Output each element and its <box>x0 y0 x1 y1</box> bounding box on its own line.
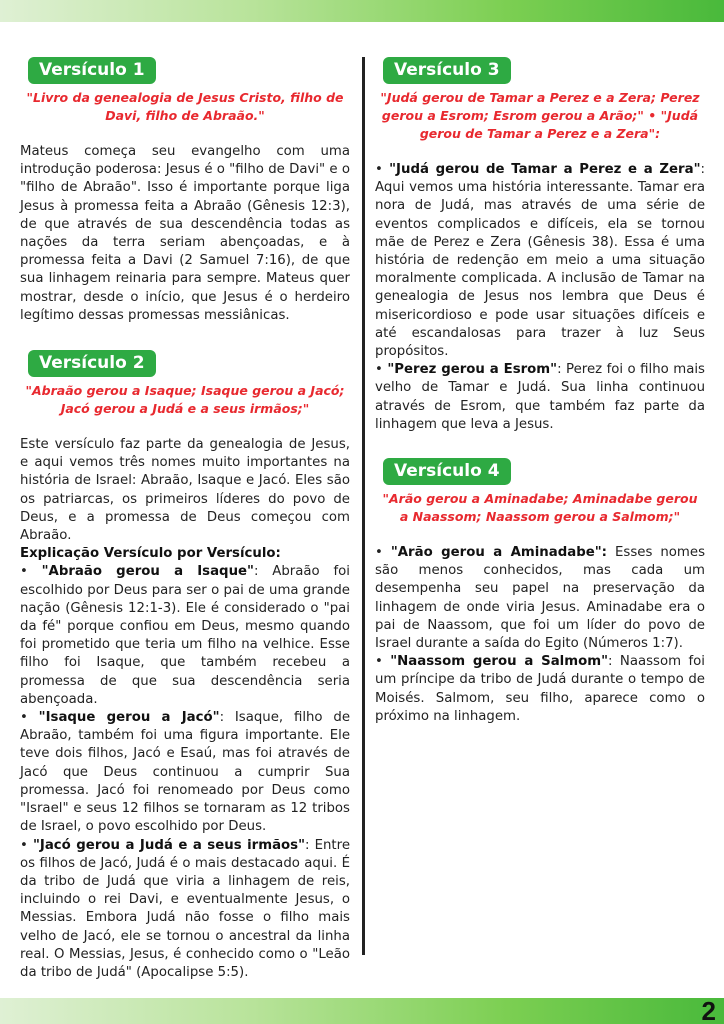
bullet: • <box>20 837 33 853</box>
bottom-gradient-band <box>0 998 724 1024</box>
right-column <box>375 57 705 726</box>
verse-badge: Versículo 2 <box>28 350 156 377</box>
section-versiculo-3 <box>375 57 705 434</box>
verse-quote: "Judá gerou de Tamar a Perez e a Zera; Perez gerou a Esrom; Esrom gerou a Arão;" • "Judá gerou de Tamar a Perez e a Zera": <box>380 90 700 141</box>
bullet: • <box>375 162 390 177</box>
verse-badge: Versículo 1 <box>28 57 156 84</box>
bullet: • <box>20 564 42 580</box>
item-text: : Abraão foi escolhido por Deus para ser o pai de uma grande nação (Gênesis 12:1-3). Ele é considerado o "pai da fé" porque confiou em Deus, mesmo quando foi prometido que teria um filho na velhice. Esse filho foi Isaque, que também recebeu a promessa de que sua descendência seria abençoada. <box>20 564 350 707</box>
bullet: • <box>375 545 391 561</box>
item-text: : Aqui vemos uma história interessante. Tamar era nora de Judá, mas através de uma série de eventos complicados e difíceis, ela se tornou mãe de Perez e Zera (Gênesis 38). Essa é uma história de redenção em meio a uma situação moralmente complicada. A inclusão de Tamar na genealogia de Jesus nos lembra que Deus é misericordioso e pode usar situações difíceis e até escandalosas para trazer à luz Seus propósitos. <box>375 162 705 360</box>
list-item <box>20 563 350 709</box>
item-text: : Isaque, filho de Abraão, também foi uma figura importante. Ele teve dois filhos, Jacó e Esaú, mas foi através de Jacó que Deus continuou a cumprir Sua promessa. Jacó foi renomeado por Deus como "Israel" e seus 12 filhos se tornaram as 12 tribos de Israel, o povo escolhido por Deus. <box>20 710 350 835</box>
page-number: 2 <box>701 996 716 1024</box>
top-gradient-band <box>0 0 724 22</box>
item-head: "Jacó gerou a Judá e a seus irmãos" <box>32 837 306 853</box>
verse-quote: "Arão gerou a Aminadabe; Aminadabe gerou a Naassom; Naassom gerou a Salmom;" <box>382 491 698 525</box>
verse-quote: "Livro da genealogia de Jesus Cristo, filho de Davi, filho de Abraão." <box>26 90 344 123</box>
list-item <box>20 709 350 836</box>
verse-quote: "Abraão gerou a Isaque; Isaque gerou a Jacó; Jacó gerou a Judá e a seus irmãos;" <box>25 383 345 417</box>
paragraph: Este versículo faz parte da genealogia de Jesus, e aqui vemos três nomes muito importantes na história de Israel: Abraão, Isaque e Jacó. Eles são os patriarcas, os primeiros líderes do povo de Deus, e a promessa de Deus começou com Abraão. <box>20 437 350 544</box>
explanation-text <box>20 143 350 325</box>
list-item <box>375 653 705 726</box>
bullet: • <box>375 654 391 670</box>
item-text: : Entre os filhos de Jacó, Judá é o mais destacado aqui. É da tribo de Judá que viria a linhagem de reis, incluindo o rei Davi, e eventualmente Jesus, o Messias. Embora Judá não fosse o filho mais velho de Jacó, ele se tornou o ancestral da linha real. O Messias, Jesus, é conhecido como o "Leão da tribo de Judá" (Apocalipse 5:5). <box>20 837 350 980</box>
item-head: "Abraão gerou a Isaque" <box>41 564 254 580</box>
item-text: : Perez foi o filho mais velho de Tamar e Judá. Sua linha continuou através de Esrom, que também faz parte da linhagem que leva a Jesus. <box>375 362 705 432</box>
section-versiculo-2 <box>20 350 350 982</box>
item-head: "Arão gerou a Aminadabe": <box>390 545 608 561</box>
item-head: "Isaque gerou a Jacó" <box>38 710 220 726</box>
explanation-text <box>375 544 705 726</box>
paragraph: Mateus começa seu evangelho com uma introdução poderosa: Jesus é o "filho de Davi" e o "filho de Abraão". Isso é importante porque liga Jesus à promessa feita a Abraão (Gênesis 12:3), de que através de sua descendência todas as nações da terra seriam abençoadas, e à promessa feita a Davi (2 Samuel 7:16), de que sua linhagem reinaria para sempre. Mateus quer mostrar, desde o início, que Jesus é o herdeiro legítimo dessas promessas messiânicas. <box>20 144 350 323</box>
left-column <box>20 57 350 982</box>
section-versiculo-4 <box>375 458 705 726</box>
item-text: Esses nomes são menos conhecidos, mas cada um desempenha seu papel na preservação da linhagem de onde viria Jesus. Aminadabe era o pai de Naassom, que foi um líder do povo de Israel durante a saída do Egito (Números 1:7). <box>375 545 705 652</box>
list-item <box>375 544 705 653</box>
item-head: "Perez gerou a Esrom" <box>387 362 558 378</box>
list-item <box>375 361 705 434</box>
bullet: • <box>375 362 388 378</box>
item-head: "Judá gerou de Tamar a Perez e a Zera" <box>389 162 701 177</box>
list-item <box>20 837 350 983</box>
subheading <box>20 545 350 563</box>
subheading-label: Explicação Versículo por Versículo: <box>20 546 281 562</box>
verse-badge: Versículo 4 <box>383 458 511 485</box>
list-item <box>375 161 705 361</box>
item-head: "Naassom gerou a Salmom" <box>390 654 609 670</box>
explanation-text <box>375 161 705 434</box>
item-text: : Naassom foi um príncipe da tribo de Judá durante o tempo de Moisés. Salmom, seu filho, aparece como o próximo na linhagem. <box>375 654 705 724</box>
verse-badge: Versículo 3 <box>383 57 511 84</box>
bullet: • <box>20 710 39 726</box>
column-divider <box>362 57 365 955</box>
explanation-text <box>20 436 350 982</box>
section-versiculo-1 <box>20 57 350 325</box>
